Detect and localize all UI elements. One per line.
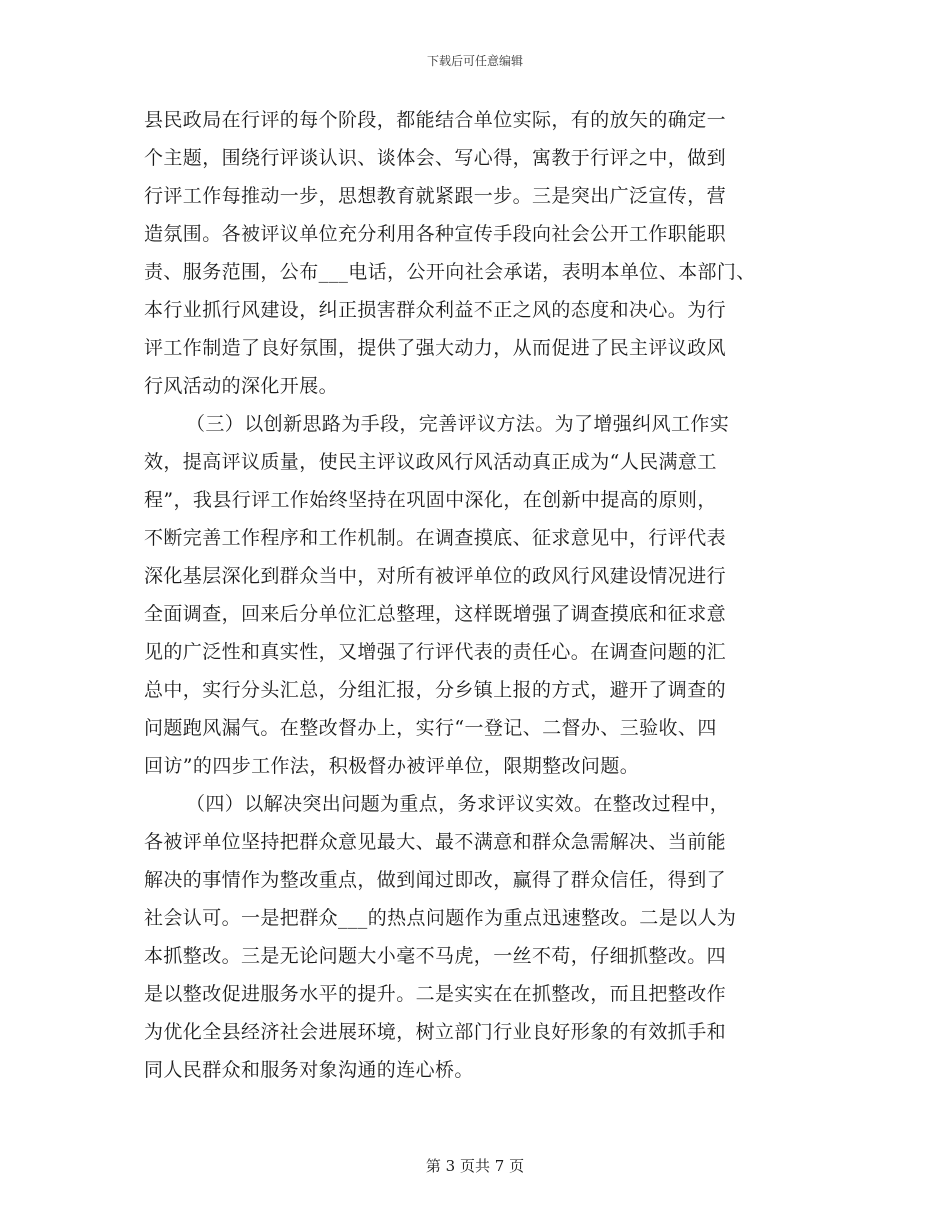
- text-line: 问题跑风漏气。在整改督办上，实行“一登记、二督办、三验收、四: [144, 717, 717, 739]
- paragraph-heading: （四）以解决突出问题为重点，务求评议实效。在整改过程中，: [186, 793, 730, 815]
- text-line: 总中，实行分头汇总，分组汇报，分乡镇上报的方式，避开了调查的: [144, 679, 727, 701]
- text-line: 责、服务范围，公布___电话，公开向社会承诺，表明本单位、本部门、: [144, 261, 756, 283]
- text-line: 造氛围。各被评议单位充分利用各种宣传手段向社会公开工作职能职: [144, 223, 727, 245]
- text-line: 效，提高评议质量，使民主评议政风行风活动真正成为“人民满意工: [144, 451, 717, 473]
- paragraph-heading: （三）以创新思路为手段，完善评议方法。为了增强纠风工作实: [186, 413, 730, 435]
- text-line: 个主题，围绕行评谈认识、谈体会、写心得，寓教于行评之中，做到: [144, 147, 727, 169]
- text-line: 见的广泛性和真实性，又增强了行评代表的责任心。在调查问题的汇: [144, 641, 727, 663]
- text-line: 社会认可。一是把群众___的热点问题作为重点迅速整改。二是以人为: [144, 907, 737, 929]
- text-line: 行风活动的深化开展。: [144, 375, 339, 397]
- text-line: 同人民群众和服务对象沟通的连心桥。: [144, 1059, 474, 1081]
- page-number: 第 3 页共 7 页: [425, 1157, 525, 1175]
- text-line: 深化基层深化到群众当中，对所有被评单位的政风行风建设情况进行: [144, 565, 727, 587]
- page-header: 下载后可任意编辑: [426, 54, 523, 68]
- text-line: 全面调查，回来后分单位汇总整理，这样既增强了调查摸底和征求意: [144, 603, 727, 625]
- text-line: 回访”的四步工作法，积极督办被评单位，限期整改问题。: [144, 755, 640, 777]
- text-line: 各被评单位坚持把群众意见最大、最不满意和群众急需解决、当前能: [144, 831, 727, 853]
- text-line: 解决的事情作为整改重点，做到闻过即改，赢得了群众信任，得到了: [144, 869, 727, 891]
- text-line: 县民政局在行评的每个阶段，都能结合单位实际，有的放矢的确定一: [144, 109, 727, 131]
- text-line: 评工作制造了良好氛围，提供了强大动力，从而促进了民主评议政风: [144, 337, 727, 359]
- text-line: 本行业抓行风建设，纠正损害群众利益不正之风的态度和决心。为行: [144, 299, 727, 321]
- text-line: 为优化全县经济社会进展环境，树立部门行业良好形象的有效抓手和: [144, 1021, 727, 1043]
- text-line: 程”，我县行评工作始终坚持在巩固中深化，在创新中提高的原则，: [144, 489, 717, 511]
- text-line: 行评工作每推动一步，思想教育就紧跟一步。三是突出广泛宣传，营: [144, 185, 727, 207]
- text-line: 是以整改促进服务水平的提升。二是实实在在抓整改，而且把整改作: [144, 983, 727, 1005]
- text-line: 本抓整改。三是无论问题大小毫不马虎，一丝不苟，仔细抓整改。四: [144, 945, 727, 967]
- text-line: 不断完善工作程序和工作机制。在调查摸底、征求意见中，行评代表: [144, 527, 727, 549]
